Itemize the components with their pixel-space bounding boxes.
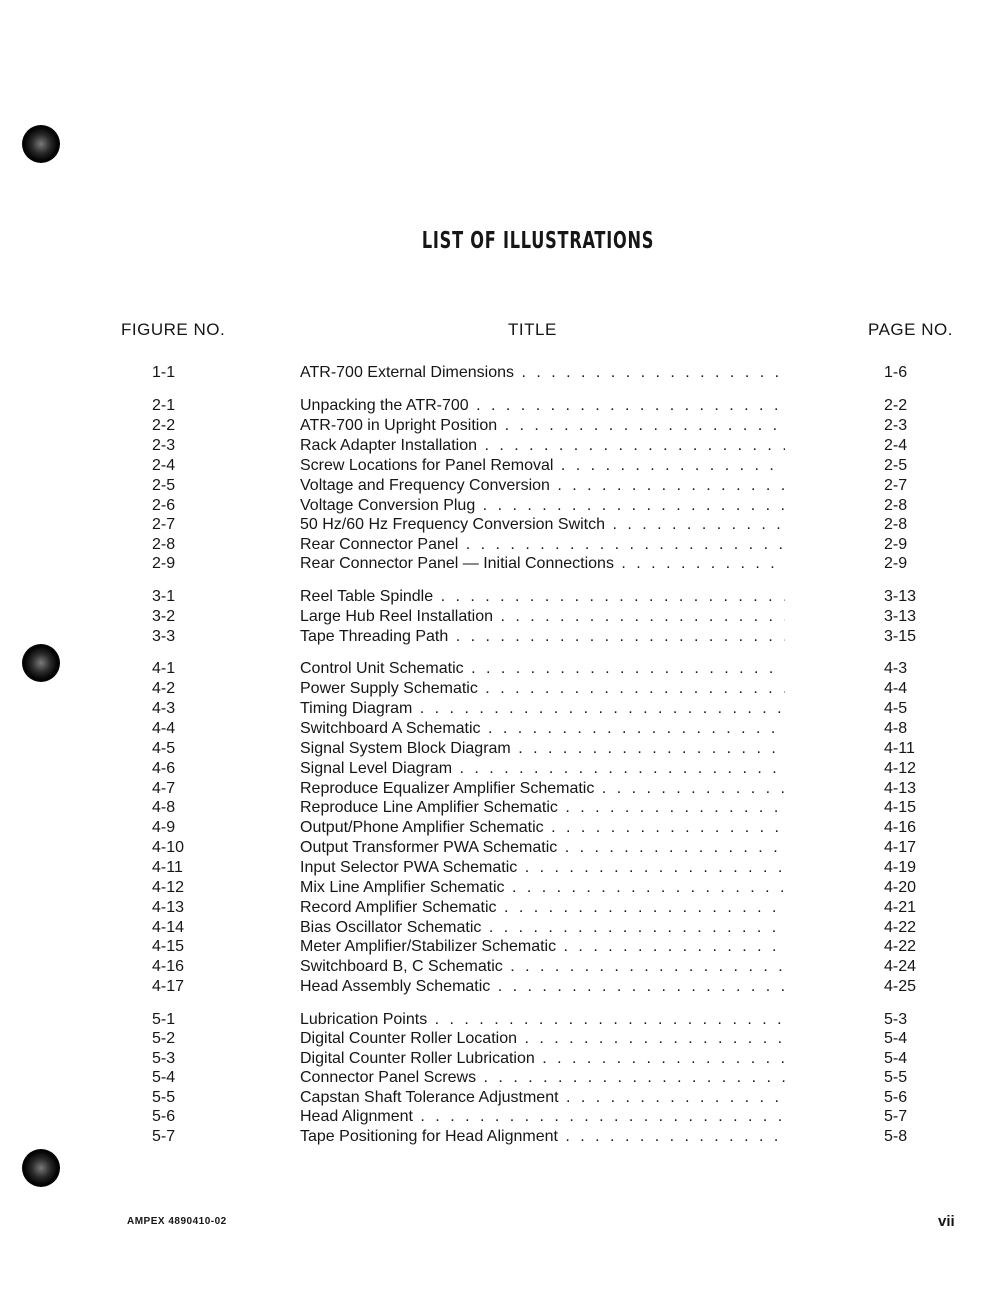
list-item	[0, 838, 996, 858]
figure-title: Connector Panel Screws . . .	[300, 1068, 785, 1088]
figure-number: 4-11	[152, 859, 183, 876]
figure-number: 4-10	[152, 839, 185, 856]
figure-title: 50 Hz/60 Hz Frequency Conversion Switch . . .	[300, 515, 785, 535]
figure-page: 5-8	[884, 1128, 908, 1145]
figure-page: 5-7	[884, 1108, 908, 1125]
list-item	[0, 554, 996, 574]
figure-page: 2-2	[884, 397, 908, 414]
figure-number: 2-2	[152, 417, 176, 434]
figure-number: 2-3	[152, 437, 176, 454]
figure-page: 5-3	[884, 1011, 908, 1028]
figure-number: 2-4	[152, 457, 176, 474]
figure-number: 4-15	[152, 938, 185, 955]
figure-page: 4-24	[884, 958, 917, 975]
figure-title: Rack Adapter Installation . . .	[300, 436, 785, 456]
figure-title: Tape Threading Path . . .	[300, 627, 785, 647]
figure-page: 2-8	[884, 516, 908, 533]
title-column-header: TITLE	[508, 320, 557, 339]
figure-number: 4-12	[152, 879, 185, 896]
figure-number: 2-8	[152, 536, 176, 553]
figure-title: Signal Level Diagram . . .	[300, 759, 785, 779]
figure-number: 4-16	[152, 958, 185, 975]
figure-title: Head Assembly Schematic . . .	[300, 977, 785, 997]
figure-page: 4-22	[884, 938, 917, 955]
figure-page: 4-5	[884, 700, 908, 717]
figure-title: Switchboard B, C Schematic . . .	[300, 957, 785, 977]
figure-page: 4-13	[884, 780, 917, 797]
list-item	[0, 1127, 996, 1147]
list-item	[0, 627, 996, 647]
figure-number: 4-3	[152, 700, 176, 717]
figure-page: 2-5	[884, 457, 908, 474]
figure-page: 2-3	[884, 417, 908, 434]
figure-title: Digital Counter Roller Location . . .	[300, 1029, 785, 1049]
figure-title: Screw Locations for Panel Removal . . .	[300, 456, 785, 476]
figure-title: ATR-700 External Dimensions . . .	[300, 363, 785, 383]
figure-column-header: FIGURE NO.	[121, 320, 226, 339]
figure-page: 2-7	[884, 477, 908, 494]
figure-number: 4-5	[152, 740, 176, 757]
figure-page: 2-8	[884, 497, 908, 514]
document-number: AMPEX 4890410-02	[127, 1216, 227, 1227]
figure-page: 3-13	[884, 588, 917, 605]
figure-page: 3-13	[884, 608, 917, 625]
list-item	[0, 1029, 996, 1049]
list-item	[0, 416, 996, 436]
figure-page: 5-5	[884, 1069, 908, 1086]
figure-page: 3-15	[884, 628, 917, 645]
figure-number: 4-17	[152, 978, 185, 995]
figure-title: ATR-700 in Upright Position . . .	[300, 416, 785, 436]
list-item	[0, 699, 996, 719]
figure-page: 4-15	[884, 799, 917, 816]
list-item	[0, 456, 996, 476]
figure-page: 2-9	[884, 536, 908, 553]
figure-number: 2-9	[152, 555, 176, 572]
list-item	[0, 436, 996, 456]
figure-number: 4-6	[152, 760, 176, 777]
figure-page: 4-19	[884, 859, 917, 876]
figure-page: 4-25	[884, 978, 917, 995]
list-item	[0, 396, 996, 416]
figure-page: 4-8	[884, 720, 908, 737]
figure-title: Tape Positioning for Head Alignment . . .	[300, 1127, 785, 1147]
figure-title: Meter Amplifier/Stabilizer Schematic . . .	[300, 937, 785, 957]
figure-title: Voltage Conversion Plug . . .	[300, 496, 785, 516]
figure-title: Head Alignment . . .	[300, 1107, 785, 1127]
list-item	[0, 918, 996, 938]
figure-number: 4-9	[152, 819, 176, 836]
figure-page: 4-16	[884, 819, 917, 836]
figure-title: Lubrication Points . . .	[300, 1010, 785, 1030]
figure-title: Timing Diagram . . .	[300, 699, 785, 719]
figure-page: 4-21	[884, 899, 917, 916]
figure-page: 4-22	[884, 919, 917, 936]
figure-number: 5-1	[152, 1011, 176, 1028]
figure-title: Power Supply Schematic . . .	[300, 679, 785, 699]
list-item	[0, 476, 996, 496]
figure-title: Bias Oscillator Schematic . . .	[300, 918, 785, 938]
figure-title: Reel Table Spindle . . .	[300, 587, 785, 607]
figure-title: Output/Phone Amplifier Schematic . . .	[300, 818, 785, 838]
list-item	[0, 607, 996, 627]
figure-title: Voltage and Frequency Conversion . . .	[300, 476, 785, 496]
figure-number: 4-7	[152, 780, 176, 797]
figure-page: 4-20	[884, 879, 917, 896]
list-item	[0, 858, 996, 878]
figure-title: Rear Connector Panel . . .	[300, 535, 785, 555]
figure-title: Large Hub Reel Installation . . .	[300, 607, 785, 627]
list-item	[0, 759, 996, 779]
list-item	[0, 659, 996, 679]
figure-number: 4-13	[152, 899, 185, 916]
figure-title: Switchboard A Schematic . . .	[300, 719, 785, 739]
figure-title: Reproduce Equalizer Amplifier Schematic . . .	[300, 779, 785, 799]
list-item	[0, 515, 996, 535]
figure-number: 3-3	[152, 628, 176, 645]
figure-number: 5-6	[152, 1108, 176, 1125]
figure-title: Signal System Block Diagram . . .	[300, 739, 785, 759]
list-item	[0, 1010, 996, 1030]
figure-number: 4-4	[152, 720, 176, 737]
list-item	[0, 977, 996, 997]
list-item	[0, 739, 996, 759]
figure-page: 4-3	[884, 660, 908, 677]
list-item	[0, 779, 996, 799]
figure-number: 5-2	[152, 1030, 176, 1047]
figure-title: Digital Counter Roller Lubrication . . .	[300, 1049, 785, 1069]
figure-page: 1-6	[884, 364, 908, 381]
list-item	[0, 1088, 996, 1108]
figure-page: 5-6	[884, 1089, 908, 1106]
figure-number: 2-1	[152, 397, 176, 414]
figure-number: 4-8	[152, 799, 176, 816]
page-title: LIST OF ILLUSTRATIONS	[421, 228, 655, 254]
figure-number: 2-6	[152, 497, 176, 514]
list-item	[0, 1107, 996, 1127]
figure-number: 5-7	[152, 1128, 176, 1145]
list-item	[0, 587, 996, 607]
figure-title: Capstan Shaft Tolerance Adjustment . . .	[300, 1088, 785, 1108]
list-item	[0, 363, 996, 383]
figure-title: Rear Connector Panel — Initial Connections . . .	[300, 554, 785, 574]
figure-number: 3-1	[152, 588, 176, 605]
figure-number: 3-2	[152, 608, 176, 625]
figure-number: 4-14	[152, 919, 185, 936]
figure-number: 5-5	[152, 1089, 176, 1106]
list-item	[0, 496, 996, 516]
figure-number: 5-4	[152, 1069, 176, 1086]
figure-title: Reproduce Line Amplifier Schematic . . .	[300, 798, 785, 818]
figure-title: Mix Line Amplifier Schematic . . .	[300, 878, 785, 898]
page-column-header: PAGE NO.	[868, 320, 953, 339]
list-item	[0, 957, 996, 977]
figure-title: Record Amplifier Schematic . . .	[300, 898, 785, 918]
figure-title: Output Transformer PWA Schematic . . .	[300, 838, 785, 858]
figure-number: 2-5	[152, 477, 176, 494]
list-item	[0, 1068, 996, 1088]
list-item	[0, 535, 996, 555]
figure-number: 4-2	[152, 680, 176, 697]
figure-number: 1-1	[152, 364, 176, 381]
page-number: vii	[938, 1213, 955, 1230]
list-item	[0, 878, 996, 898]
figure-title: Control Unit Schematic . . .	[300, 659, 785, 679]
figure-page: 5-4	[884, 1030, 908, 1047]
list-item	[0, 679, 996, 699]
figure-page: 4-12	[884, 760, 917, 777]
list-item	[0, 898, 996, 918]
figure-page: 4-17	[884, 839, 917, 856]
list-item	[0, 798, 996, 818]
figure-page: 2-9	[884, 555, 908, 572]
figure-page: 5-4	[884, 1050, 908, 1067]
figure-number: 2-7	[152, 516, 176, 533]
figure-title: Input Selector PWA Schematic . . .	[300, 858, 785, 878]
figure-number: 4-1	[152, 660, 176, 677]
figure-page: 2-4	[884, 437, 908, 454]
figure-page: 4-4	[884, 680, 908, 697]
list-item	[0, 818, 996, 838]
list-item	[0, 1049, 996, 1069]
list-item	[0, 719, 996, 739]
figure-page: 4-11	[884, 740, 915, 757]
figure-number: 5-3	[152, 1050, 176, 1067]
figure-title: Unpacking the ATR-700 . . .	[300, 396, 785, 416]
list-item	[0, 937, 996, 957]
